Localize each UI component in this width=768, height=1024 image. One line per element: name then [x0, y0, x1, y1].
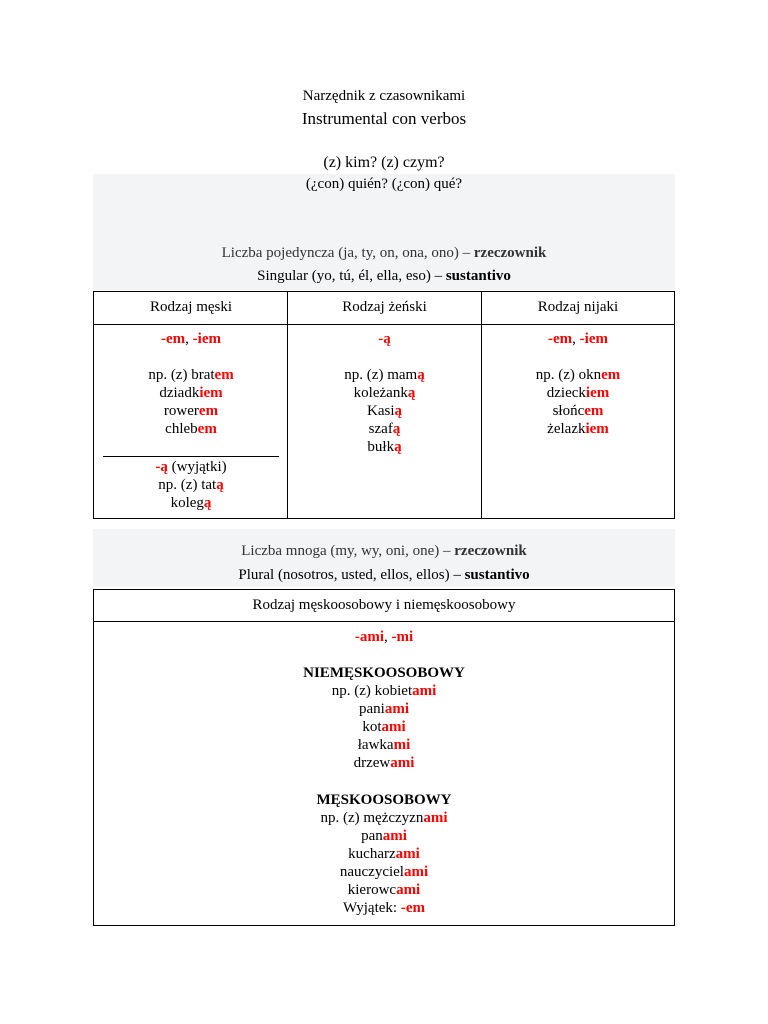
plural-column-header: Rodzaj męskoosobowy i niemęskoosobowy	[252, 597, 516, 613]
group-title-nonpersonal: NIEMĘSKOOSOBOWY	[303, 665, 465, 681]
group-title-personal: MĘSKOOSOBOWY	[316, 792, 452, 808]
example-row: kucharzami	[348, 846, 420, 862]
example-row: np. (z) tatą	[158, 477, 224, 493]
example-row: np. (z) mężczyznami	[320, 810, 448, 826]
example-row: bułką	[367, 439, 402, 455]
plural-heading-polish: Liczba mnoga (my, wy, oni, one) – rzeczownik	[241, 543, 527, 559]
separator-line	[103, 456, 279, 457]
title-polish: Narzędnik z czasownikami	[302, 88, 466, 104]
example-row: dziadkiem	[159, 385, 223, 401]
example-row: chlebem	[165, 421, 217, 437]
title-spanish: Instrumental con verbos	[301, 109, 467, 128]
plural-table	[93, 589, 675, 926]
plural-heading-spanish: Plural (nosotros, usted, ellos, ellos) – sustantivo	[238, 567, 530, 583]
example-row: np. (z) oknem	[535, 367, 621, 383]
example-row: np. (z) bratem	[148, 367, 234, 383]
ending-feminine: -ą	[378, 331, 391, 347]
example-row: szafą	[368, 421, 401, 437]
exception-row: -ą (wyjątki)	[155, 459, 227, 475]
exception-row: Wyjątek: -em	[343, 900, 425, 916]
column-feminine	[288, 292, 481, 518]
example-row: koleżanką	[353, 385, 416, 401]
example-row: kierowcami	[347, 882, 421, 898]
column-masculine	[94, 292, 288, 518]
question-spanish: (¿con) quién? (¿con) qué?	[305, 176, 463, 192]
example-row: panami	[361, 828, 407, 844]
column-header-neuter: Rodzaj nijaki	[537, 299, 619, 315]
example-row: kolegą	[170, 495, 212, 511]
column-neuter	[482, 292, 674, 518]
example-row: np. (z) kobietami	[331, 683, 437, 699]
example-row: np. (z) mamą	[344, 367, 425, 383]
example-row: drzewami	[353, 755, 415, 771]
example-row: kotami	[362, 719, 406, 735]
example-row: słońcem	[552, 403, 604, 419]
singular-heading-polish: Liczba pojedyncza (ja, ty, on, ona, ono) – rzeczownik	[221, 245, 547, 261]
example-row: ławkami	[357, 737, 411, 753]
singular-heading-spanish: Singular (yo, tú, él, ella, eso) – sustantivo	[257, 268, 511, 284]
column-header-feminine: Rodzaj żeński	[342, 299, 427, 315]
example-row: rowerem	[163, 403, 219, 419]
example-row: żelazkiem	[547, 421, 609, 437]
ending-masculine: -em, -iem	[161, 331, 221, 347]
example-row: dzieckiem	[546, 385, 610, 401]
singular-table	[93, 291, 675, 519]
example-row: Kasią	[367, 403, 402, 419]
example-row: paniami	[359, 701, 409, 717]
ending-plural: -ami, -mi	[354, 629, 414, 645]
question-polish: (z) kim? (z) czym?	[323, 154, 445, 171]
example-row: nauczycielami	[339, 864, 429, 880]
column-header-masculine: Rodzaj męski	[149, 299, 233, 315]
ending-neuter: -em, -iem	[548, 331, 608, 347]
